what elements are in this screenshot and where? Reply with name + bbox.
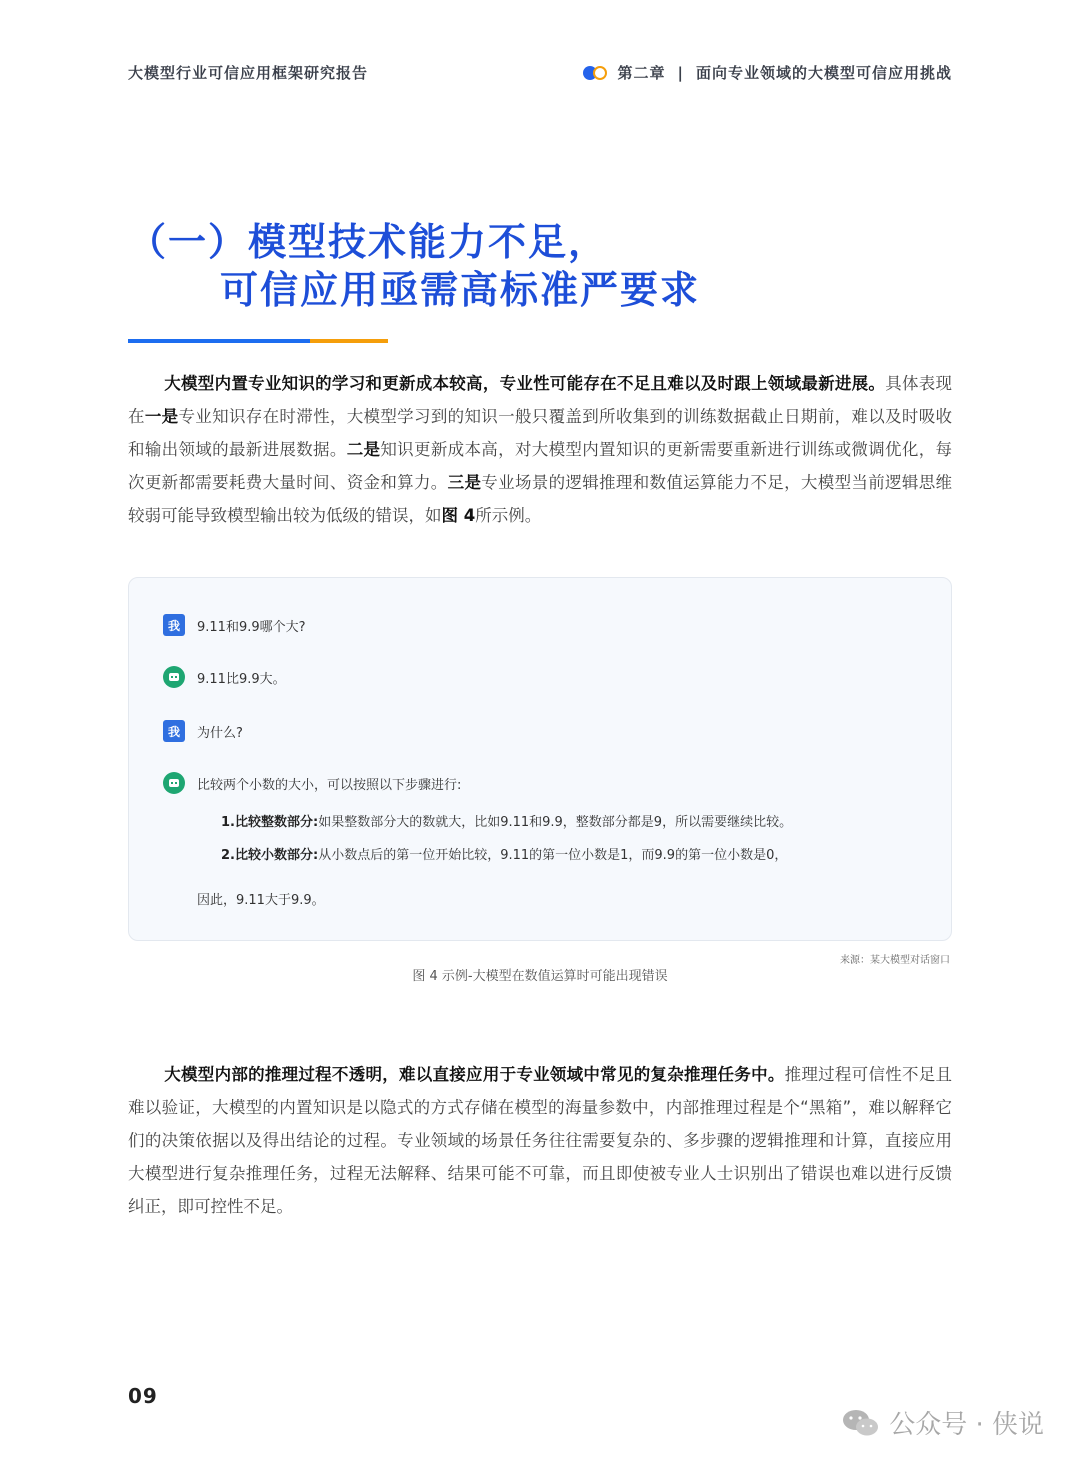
- watermark: [841, 1404, 1044, 1441]
- chat-step-2: [221, 844, 787, 863]
- chat-message-bot: [163, 772, 461, 794]
- chat-message-user: [163, 614, 306, 636]
- chat-answer: 9.11比9.9大。: [197, 671, 286, 687]
- step-text: 从小数点后的第一位开始比较，9.11的第一位小数是1，而9.9的第一位小数是0，: [318, 848, 788, 863]
- paragraph-1: [128, 367, 952, 532]
- figure-caption: 图 4 示例-大模型在数值运算时可能出现错误: [412, 969, 668, 984]
- section-title-line2: 可信应用亟需高标准严要求: [220, 268, 701, 312]
- para1-text: 专业知识存在时滞性，大模型学习到的知识一般只覆盖到所收集到的训练数据截止日期前，难以及时吸收和输出领域的最新进展数据。: [128, 407, 953, 459]
- chat-question: 9.11和9.9哪个大?: [197, 619, 306, 635]
- para1-lead: 大模型内置专业知识的学习和更新成本较高，专业性可能存在不足且难以及时跟上领域最新进展。: [164, 374, 886, 393]
- section-title-line1: （一）模型技术能力不足，: [128, 220, 609, 264]
- chat-answer: 比较两个小数的大小，可以按照以下步骤进行:: [197, 777, 462, 793]
- para1-bold: 三是: [447, 473, 482, 492]
- para2-text: 推理过程可信性不足且难以验证，大模型的内置知识是以隐式的方式存储在模型的海量参数中，内部推理过程是个“黑箱”，难以解释它们的决策依据以及得出结论的过程。专业领域的场景任务往往需要复杂的、多步骤的逻辑推理和计算，直接应用大模型进行复杂推理任务，过程无法解释、结果可能不可靠，而且即使被专业人士识别出了错误也难以进行反馈纠正，即可控性不足。: [128, 1065, 953, 1216]
- chat-question: 为什么?: [197, 725, 243, 741]
- watermark-text: 公众号 · 侠说: [889, 1410, 1044, 1440]
- step-label: 1.比较整数部分:: [221, 815, 319, 830]
- title-underline-blue: [128, 339, 310, 343]
- chat-conclusion: 因此，9.11大于9.9。: [197, 893, 325, 908]
- page-number: 09: [128, 1384, 158, 1408]
- user-avatar-icon: 我: [163, 720, 185, 742]
- chapter-separator: |: [677, 63, 684, 82]
- chat-message-bot: [163, 666, 286, 688]
- para1-bold: 一是: [144, 407, 179, 426]
- wechat-icon: [841, 1408, 881, 1438]
- toggle-logo-icon: [583, 65, 609, 81]
- title-underline-orange: [310, 339, 388, 343]
- section-title: [128, 218, 700, 314]
- paragraph-2: [128, 1058, 952, 1223]
- figure-source: 来源：某大模型对话窗口: [840, 955, 950, 966]
- para1-bold: 二是: [346, 440, 381, 459]
- para1-text: 专业场景的逻辑推理和数值运算能力不足，大模型当前逻辑思维较弱可能导致模型输出较为低级的错误，如: [128, 473, 953, 525]
- bot-avatar-icon: [163, 772, 185, 794]
- chat-step-1: [221, 811, 792, 830]
- para1-text: 所示例。: [475, 506, 542, 525]
- step-text: 如果整数部分大的数就大，比如9.11和9.9，整数部分都是9，所以需要继续比较。: [318, 815, 793, 830]
- chat-example-figure: [128, 577, 952, 941]
- para1-text: 具体表现在: [128, 374, 953, 426]
- figure-reference: 图 4: [441, 506, 476, 525]
- para2-lead: 大模型内部的推理过程不透明，难以直接应用于专业领域中常见的复杂推理任务中。: [164, 1065, 785, 1084]
- step-label: 2.比较小数部分:: [221, 848, 319, 863]
- para1-text: 知识更新成本高，对大模型内置知识的更新需要重新进行训练或微调优化，每次更新都需要耗费大量时间、资金和算力。: [128, 440, 953, 492]
- bot-avatar-icon: [163, 666, 185, 688]
- report-title: 大模型行业可信应用框架研究报告: [128, 64, 369, 82]
- user-avatar-icon: 我: [163, 614, 185, 636]
- chapter-header: [583, 62, 952, 83]
- chapter-label: 第二章: [617, 64, 666, 82]
- chapter-title: 面向专业领域的大模型可信应用挑战: [695, 64, 952, 82]
- chat-message-user: [163, 720, 243, 742]
